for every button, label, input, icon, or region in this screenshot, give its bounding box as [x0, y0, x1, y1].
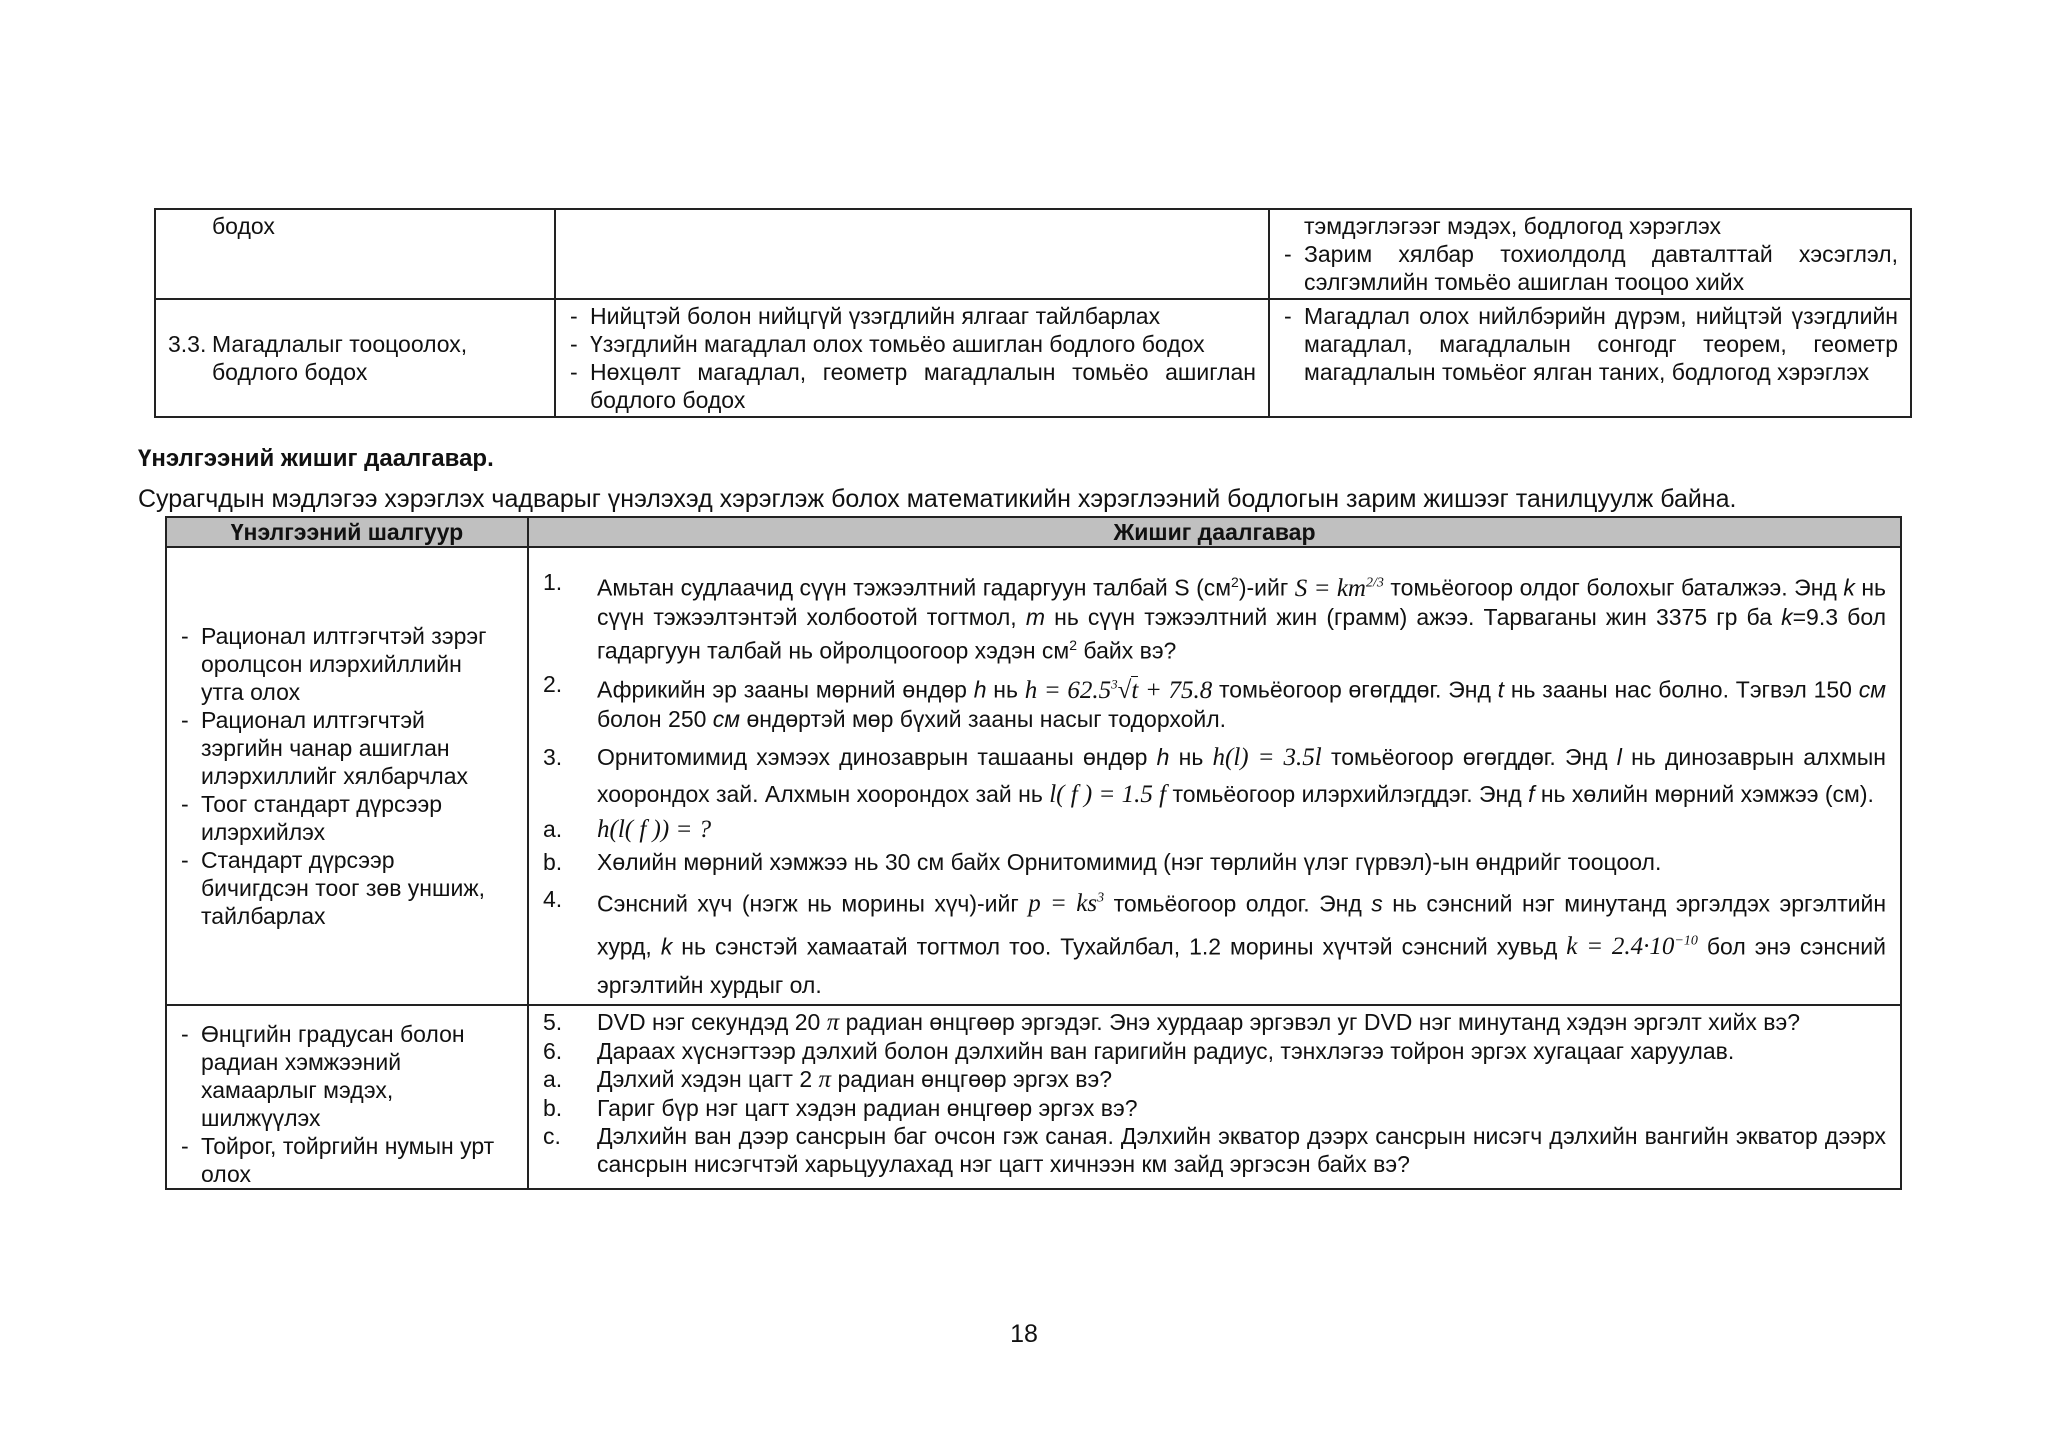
task-text: =9.3 бол гадаргуун талбай нь ойролцоогоор хэдэн см: [597, 603, 1887, 664]
task-text: Дэлхий хэдэн цагт 2: [597, 1066, 813, 1093]
task-text: нь сэнсний нэг минутанд эргэлдэх эргэлтийн хурд,: [597, 889, 1887, 960]
task-6a: [529, 1065, 1900, 1094]
task-text: томьёогоор олдог. Энд: [1113, 889, 1362, 916]
task-letter: c.: [543, 1123, 561, 1150]
row-title-continued: бодох: [212, 213, 275, 239]
task-text: нь: [993, 676, 1018, 703]
competency-table: [154, 208, 1912, 418]
task-text: радиан өнцгөөр эргэдэг. Энэ хурдаар эргэвэл уг DVD нэг минутанд хэдэн эргэлт хийх вэ?: [845, 1009, 1800, 1036]
superscript: 2: [1231, 574, 1239, 590]
formula: l( f ) = 1.5 f: [1049, 780, 1167, 808]
formula-text: h = 62.5: [1024, 676, 1112, 704]
variable: k: [1781, 603, 1793, 630]
variable: h: [973, 676, 987, 703]
criteria-item: - Өнцгийн градусан болон радиан хэмжээний хамаарлыг мэдэх, шилжүүлэх: [181, 1020, 507, 1132]
variable: k: [1843, 574, 1855, 601]
task-text: томьёогоор олдог болохыг баталжээ. Энд: [1390, 574, 1837, 601]
task-number: 6.: [543, 1038, 563, 1065]
radicand: t: [1131, 676, 1139, 704]
criteria-item: - Рационал илтгэгчтэй зэргийн чанар ашиглан илэрхиллийг хялбарчлах: [181, 706, 507, 790]
tasks-cell: [528, 1005, 1901, 1189]
task-text: нь: [1178, 743, 1204, 770]
task-number: 5.: [543, 1009, 563, 1036]
task-6: [529, 1037, 1900, 1065]
criteria-item: - Тоог стандарт дүрсээр илэрхийлэх: [181, 790, 507, 846]
task-text: бол энэ сэнсний эргэлтийн хурдыг ол.: [597, 933, 1886, 999]
task-text: Сэнсний хүч (нэгж нь морины хүч)-ийг: [597, 889, 1019, 916]
task-text: байх вэ?: [1083, 637, 1177, 664]
list-item: тэмдэглэгээг мэдэх, бодлогод хэрэглэх: [1304, 213, 1722, 239]
list-item: - Магадлал олох нийлбэрийн дүрэм, нийцтэй үзэгдлийн магадлал, магадлалын сонгодг теорем, геометр магадлалын томьёог ялган таних, бодлогод хэрэглэх: [1282, 302, 1898, 386]
column-header: Үнэлгээний шалгуур: [166, 517, 528, 547]
section-heading: Үнэлгээний жишиг даалгавар.: [138, 445, 494, 472]
formula-text: S = km: [1294, 574, 1366, 602]
task-text: Хөлийн мөрний хэмжээ нь 30 см байх Орнитомимид (нэг төрлийн үлэг гүрвэл)-ын өндрийг тооцоол.: [597, 848, 1662, 875]
intro-paragraph: Сурагчдын мэдлэгээ хэрэглэх чадварыг үнэлэхэд хэрэглэж болох математикийн хэрэглээний бодлогын зарим жишээг танилцуулж байна.: [138, 485, 1737, 513]
task-5: [529, 1008, 1900, 1037]
criteria-item: - Тойрог, тойргийн нумын урт олох: [181, 1132, 507, 1188]
task-text: Гариг бүр нэг цагт хэдэн радиан өнцгөөр эргэх вэ?: [597, 1095, 1138, 1122]
row-number: 3.3.: [168, 331, 207, 357]
table-header-row: [166, 517, 1901, 547]
task-text: нь зааны нас болно. Тэгвэл 150: [1510, 676, 1852, 703]
task-3a: [529, 815, 1900, 844]
unit: см: [712, 705, 741, 732]
variable: m: [1025, 603, 1045, 630]
table-cell: [1269, 299, 1911, 417]
superscript: 2: [1069, 636, 1078, 653]
task-text: нь динозаврын алхмын хоорондох зай. Алхмын хоорондох зай нь: [597, 743, 1887, 807]
task-6c: [529, 1122, 1900, 1178]
sample-tasks-table: [165, 516, 1902, 1190]
task-text: Орнитомимид хэмээх динозаврын ташааны өндөр: [597, 743, 1148, 770]
task-number: 1.: [543, 569, 563, 595]
criteria-item: - Стандарт дүрсээр бичигдсэн тоог зөв уншиж, тайлбарлах: [181, 846, 507, 930]
table-cell: [155, 209, 555, 299]
task-text: томьёогоор өгөгддөг. Энд: [1219, 676, 1491, 703]
task-number: 2.: [543, 671, 563, 698]
table-cell: [555, 209, 1269, 299]
task-letter: a.: [543, 1066, 563, 1093]
task-letter: a.: [543, 815, 563, 842]
task-4: [529, 880, 1900, 1005]
exponent: −10: [1674, 933, 1698, 949]
table-row: [155, 299, 1911, 417]
task-text: Дэлхийн ван дээр сансрын баг очсон гэж саная. Дэлхийн экватор дээрх сансрын нисэгч дэлхийн вангийн экватор дээрх сансрын нисэгчтэй харьцуулахад нэг цагт хичнээн км зайд эргэсэн байх вэ?: [597, 1123, 1886, 1178]
table-row: [155, 209, 1911, 299]
formula: [1566, 933, 1698, 960]
exponent: 2/3: [1366, 575, 1384, 591]
task-text: нь хөлийн мөрний хэмжээ (см).: [1540, 780, 1874, 807]
task-3b: [529, 848, 1900, 876]
formula-text: k = 2.4·10: [1566, 933, 1675, 961]
formula-text: p = ks: [1028, 889, 1098, 917]
row-title: Магадлалыг тооцоолох, бодлого бодох: [212, 331, 468, 385]
task-text: болон 250: [597, 705, 707, 732]
variable: t: [1497, 676, 1505, 703]
formula: [1295, 575, 1384, 602]
variable: k: [660, 933, 673, 960]
task-text: DVD нэг секундэд 20: [597, 1009, 821, 1036]
task-text: томьёогоор илэрхийлэгддэг. Энд: [1172, 780, 1522, 807]
formula-text: + 75.8: [1144, 676, 1213, 704]
formula: h(l) = 3.5l: [1212, 743, 1322, 771]
task-1: [529, 568, 1900, 664]
formula: h(l( f )) = ?: [597, 815, 712, 843]
formula: [1025, 677, 1213, 704]
variable: f: [1528, 780, 1535, 807]
task-text: нь сүүн тэжээлтний жин (грамм) ажээ. Тарваганы жин 3375 гр ба: [1054, 603, 1772, 630]
pi-symbol: π: [826, 1009, 840, 1037]
task-text: нь сүүн тэжээлтэнтэй холбоотой тогтмол,: [597, 574, 1886, 630]
criteria-cell: [166, 547, 528, 1005]
task-number: 4.: [543, 885, 563, 912]
radical-sign: √: [1117, 676, 1132, 704]
list-item: - Нөхцөлт магадлал, геометр магадлалын томьёо ашиглан бодлого бодох: [568, 358, 1256, 414]
task-3: [529, 739, 1900, 813]
task-2: [529, 670, 1900, 732]
task-text: Амьтан судлаачид сүүн тэжээлтний гадаргуун талбай S (см: [597, 574, 1232, 601]
variable: l: [1616, 743, 1622, 770]
table-cell: [155, 299, 555, 417]
task-text: нь сэнстэй хамаатай тогтмол тоо. Тухайлбал, 1.2 морины хүчтэй сэнсний хувьд: [681, 933, 1558, 960]
task-letter: b.: [543, 848, 563, 875]
task-text: өндөртэй мөр бүхий зааны насыг тодорхойл.: [746, 705, 1227, 732]
table-row: [166, 1005, 1901, 1189]
table-cell: [555, 299, 1269, 417]
task-text: томьёогоор өгөгддөг. Энд: [1330, 743, 1608, 770]
task-letter: b.: [543, 1095, 563, 1122]
task-text: Дараах хүснэгтээр дэлхий болон дэлхийн ван гаригийн радиус, тэнхлэгээ тойрон эргэх хугацааг харуулав.: [597, 1038, 1735, 1065]
task-text: радиан өнцгөөр эргэх вэ?: [837, 1066, 1113, 1093]
list-item: - Зарим хялбар тохиолдолд давталттай хэсэглэл, сэлгэмлийн томьёо ашиглан тооцоо хийх: [1282, 240, 1898, 296]
list-item: - Нийцтэй болон нийцгүй үзэгдлийн ялгааг тайлбарлах: [568, 302, 1256, 330]
pi-symbol: π: [818, 1066, 832, 1094]
task-text: )-ийг: [1238, 574, 1289, 601]
column-header: Жишиг даалгавар: [528, 517, 1901, 547]
variable: h: [1156, 743, 1170, 770]
table-row: [166, 547, 1901, 1005]
root-index: 3: [1111, 676, 1118, 692]
list-item: - Үзэгдлийн магадлал олох томьёо ашиглан бодлого бодох: [568, 330, 1256, 358]
table-cell: [1269, 209, 1911, 299]
criteria-cell: [166, 1005, 528, 1189]
unit: см: [1858, 676, 1887, 703]
formula: [1028, 890, 1104, 917]
tasks-cell: [528, 547, 1901, 1005]
page-number: 18: [1010, 1320, 1038, 1348]
criteria-item: - Рационал илтгэгчтэй зэрэг оролцсон илэрхийллийн утга олох: [181, 622, 507, 706]
task-6b: [529, 1094, 1900, 1122]
variable: s: [1371, 889, 1383, 916]
exponent: 3: [1097, 890, 1105, 906]
task-text: Африкийн эр зааны мөрний өндөр: [597, 676, 967, 703]
task-number: 3.: [543, 743, 563, 770]
